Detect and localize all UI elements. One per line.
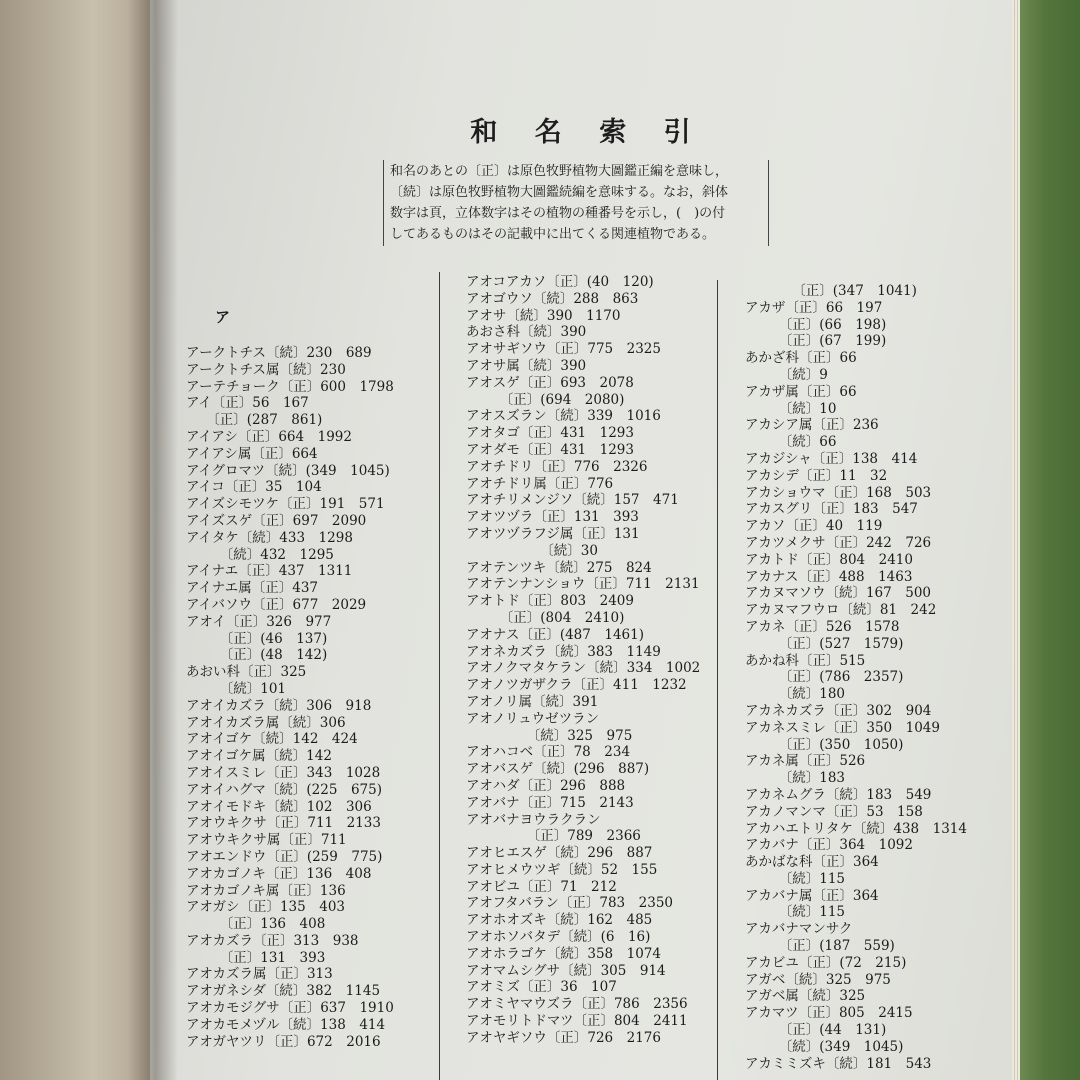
index-entry: 〔正〕(187 559) bbox=[745, 938, 895, 955]
index-entry: アオツヅラ〔正〕131 393 bbox=[466, 509, 639, 526]
index-entry: アオスズラン〔続〕339 1016 bbox=[466, 408, 661, 425]
section-heading: ア bbox=[215, 308, 231, 326]
index-entry: アオホオズキ〔続〕162 485 bbox=[466, 912, 653, 929]
index-entry: アカバナ〔正〕364 1092 bbox=[745, 837, 913, 854]
index-entry: アカバナ属〔正〕364 bbox=[745, 887, 879, 904]
index-column-2 bbox=[466, 274, 700, 1047]
index-entry: アカネムグラ〔続〕183 549 bbox=[745, 786, 932, 803]
index-entry: アオイカズラ〔続〕306 918 bbox=[186, 697, 372, 714]
index-entry: アカノマンマ〔正〕53 158 bbox=[745, 803, 923, 820]
index-entry: 〔続〕432 1295 bbox=[186, 546, 334, 563]
index-entry: アオハコベ〔正〕78 234 bbox=[466, 744, 631, 761]
index-entry: アオバスゲ〔続〕(296 887) bbox=[466, 761, 650, 778]
index-entry: 〔正〕(694 2080) bbox=[466, 391, 625, 408]
index-entry: アカショウマ〔正〕168 503 bbox=[745, 484, 932, 501]
index-entry: アオエンドウ〔正〕(259 775) bbox=[186, 848, 383, 865]
index-entry: 〔正〕131 393 bbox=[186, 949, 326, 966]
index-entry: アカバナマンサク bbox=[745, 921, 853, 938]
note-line: 〔続〕は原色牧野植物大圖鑑続編を意味する。なお，斜体 bbox=[390, 185, 729, 200]
index-entry: アオミヤマウズラ〔正〕786 2356 bbox=[466, 996, 688, 1013]
index-entry: アカヌマフウロ〔続〕81 242 bbox=[745, 602, 937, 619]
index-entry: アオナス〔正〕(487 1461) bbox=[466, 626, 644, 643]
index-entry: アオヤギソウ〔正〕726 2176 bbox=[466, 1029, 661, 1046]
index-entry: アイコ〔正〕35 104 bbox=[186, 479, 322, 496]
index-entry: あかね科〔正〕515 bbox=[745, 652, 866, 669]
index-entry: アガベ属〔続〕325 bbox=[745, 988, 866, 1005]
note-line: してあるものはその記載中に出てくる関連植物である。 bbox=[390, 227, 716, 242]
index-entry: 〔続〕115 bbox=[745, 904, 846, 921]
index-entry: 〔正〕(347 1041) bbox=[745, 283, 917, 299]
index-entry: アカマツ〔正〕805 2415 bbox=[745, 1005, 913, 1022]
index-entry: アカシデ〔正〕11 32 bbox=[745, 467, 888, 484]
index-entry: アオウキクサ属〔正〕711 bbox=[186, 832, 347, 849]
index-column-3 bbox=[745, 283, 967, 1072]
index-entry: アカザ〔正〕66 197 bbox=[745, 299, 883, 316]
book-gutter bbox=[128, 0, 178, 1080]
index-entry: アオノリ属〔続〕391 bbox=[466, 693, 599, 710]
index-entry: アオイカズラ属〔続〕306 bbox=[186, 714, 346, 731]
index-entry: アオチリメンジソ〔続〕157 471 bbox=[466, 492, 679, 509]
index-entry: アカネスミレ〔正〕350 1049 bbox=[745, 719, 940, 736]
index-entry: アオイゴケ〔続〕142 424 bbox=[186, 731, 358, 748]
index-entry: アカザ属〔正〕66 bbox=[745, 383, 857, 400]
index-entry: 〔続〕30 bbox=[466, 542, 598, 559]
index-entry: アカネ属〔正〕526 bbox=[745, 753, 866, 770]
index-entry: アオチドリ〔正〕776 2326 bbox=[466, 458, 648, 475]
index-entry: アオヒエスゲ〔続〕296 887 bbox=[466, 845, 653, 862]
index-entry: アイバソウ〔正〕677 2029 bbox=[186, 596, 367, 613]
index-entry: 〔正〕(804 2410) bbox=[466, 609, 625, 626]
index-entry: 〔正〕(287 861) bbox=[186, 412, 323, 429]
index-entry: 〔続〕115 bbox=[745, 870, 846, 887]
index-entry: アイアシ〔正〕664 1992 bbox=[186, 428, 352, 445]
index-entry: アイズスゲ〔正〕697 2090 bbox=[186, 512, 367, 529]
index-entry: アオイゴケ属〔続〕142 bbox=[186, 748, 332, 765]
index-entry: アカビユ〔正〕(72 215) bbox=[745, 954, 907, 971]
index-entry: アカナス〔正〕488 1463 bbox=[745, 568, 913, 585]
index-entry: 〔正〕(350 1050) bbox=[745, 736, 904, 753]
index-entry: アオネカズラ〔続〕383 1149 bbox=[466, 643, 661, 660]
column-rule bbox=[439, 272, 440, 1080]
index-entry: 〔続〕66 bbox=[745, 434, 837, 451]
index-entry: アカジシャ〔正〕138 414 bbox=[745, 450, 918, 467]
index-entry: アオウキクサ〔正〕711 2133 bbox=[186, 815, 381, 832]
index-entry: 〔正〕789 2366 bbox=[466, 828, 641, 845]
index-entry: アオモリトドマツ〔正〕804 2411 bbox=[466, 1013, 688, 1030]
explanatory-note bbox=[383, 160, 769, 246]
index-entry: アオガネシダ〔続〕382 1145 bbox=[186, 983, 381, 1000]
index-entry: アオイスミレ〔正〕343 1028 bbox=[186, 764, 381, 781]
column-rule bbox=[717, 280, 718, 1080]
index-entry: 〔続〕9 bbox=[745, 366, 828, 383]
index-entry: アオイ〔正〕326 977 bbox=[186, 613, 332, 630]
index-entry: アイグロマツ〔続〕(349 1045) bbox=[186, 462, 390, 479]
index-entry: アオダモ〔正〕431 1293 bbox=[466, 441, 634, 458]
index-entry: アオカモメヅル〔続〕138 414 bbox=[186, 1016, 386, 1033]
note-line: 数字は頁，立体数字はその植物の種番号を示し，( )の付 bbox=[390, 206, 726, 221]
index-entry: アオガシ〔正〕135 403 bbox=[186, 899, 345, 916]
index-entry: アカヌマソウ〔続〕167 500 bbox=[745, 585, 931, 602]
index-entry: アオトド〔正〕803 2409 bbox=[466, 593, 634, 610]
index-entry: アカシア属〔正〕236 bbox=[745, 417, 879, 434]
index-entry: アオテンツキ〔続〕275 824 bbox=[466, 559, 652, 576]
index-entry: アーテチョーク〔正〕600 1798 bbox=[186, 378, 394, 395]
index-entry: あおさ科〔続〕390 bbox=[466, 324, 587, 341]
index-entry: アカスグリ〔正〕183 547 bbox=[745, 501, 918, 518]
index-entry: アイ〔正〕56 167 bbox=[186, 395, 309, 412]
index-entry: アオホソバタデ〔続〕(6 16) bbox=[466, 929, 651, 946]
index-entry: アオスゲ〔正〕693 2078 bbox=[466, 374, 634, 391]
index-entry: 〔正〕(48 142) bbox=[186, 647, 328, 664]
index-entry: アオフタバラン〔正〕783 2350 bbox=[466, 895, 674, 912]
index-entry: アオビユ〔正〕71 212 bbox=[466, 878, 617, 895]
index-entry: 〔続〕(349 1045) bbox=[745, 1038, 904, 1055]
index-entry: アオイハグマ〔続〕(225 675) bbox=[186, 781, 382, 798]
index-entry: 〔正〕136 408 bbox=[186, 916, 326, 933]
index-column-1 bbox=[186, 345, 394, 1050]
index-entry: アオノツガザクラ〔正〕411 1232 bbox=[466, 677, 687, 694]
index-entry: アークトチス属〔続〕230 bbox=[186, 361, 346, 378]
note-line: 和名のあとの〔正〕は原色牧野植物大圖鑑正編を意味し， bbox=[390, 164, 729, 179]
index-entry: アオチドリ属〔正〕776 bbox=[466, 475, 614, 492]
index-entry: 〔続〕101 bbox=[186, 680, 287, 697]
index-entry: アカネ〔正〕526 1578 bbox=[745, 618, 900, 635]
index-entry: アカツメクサ〔正〕242 726 bbox=[745, 534, 932, 551]
index-entry: アカトド〔正〕804 2410 bbox=[745, 551, 913, 568]
index-entry: アカネカズラ〔正〕302 904 bbox=[745, 702, 932, 719]
index-entry: アオタゴ〔正〕431 1293 bbox=[466, 425, 634, 442]
index-entry: アオカズラ〔正〕313 938 bbox=[186, 932, 359, 949]
index-entry: アオゴウソ〔続〕288 863 bbox=[466, 290, 639, 307]
index-entry: アオカズラ属〔正〕313 bbox=[186, 966, 333, 983]
index-entry: アオツヅラフジ属〔正〕131 bbox=[466, 525, 640, 542]
index-entry: アオカゴノキ属〔正〕136 bbox=[186, 882, 346, 899]
index-entry: 〔正〕(66 198) bbox=[745, 316, 887, 333]
index-entry: アガベ〔続〕325 975 bbox=[745, 971, 891, 988]
index-entry: アオマムシグサ〔続〕305 914 bbox=[466, 962, 666, 979]
index-entry: 〔正〕(67 199) bbox=[745, 333, 887, 350]
index-entry: アオミズ〔正〕36 107 bbox=[466, 979, 617, 996]
index-entry: あおい科〔正〕325 bbox=[186, 664, 307, 681]
index-entry: アオバナヨウラクラン bbox=[466, 811, 601, 828]
index-entry: アオホラゴケ〔続〕358 1074 bbox=[466, 945, 661, 962]
index-entry: アカミミズキ〔続〕181 543 bbox=[745, 1055, 932, 1072]
index-entry: 〔続〕325 975 bbox=[466, 727, 633, 744]
index-entry: アオノクマタケラン〔続〕334 1002 bbox=[466, 660, 701, 677]
index-entry: アオカモジグサ〔正〕637 1910 bbox=[186, 1000, 394, 1017]
index-entry: アオサ〔続〕390 1170 bbox=[466, 307, 621, 324]
index-entry: アオカゴノキ〔正〕136 408 bbox=[186, 865, 372, 882]
index-entry: アオガヤツリ〔正〕672 2016 bbox=[186, 1033, 381, 1050]
index-entry: 〔続〕10 bbox=[745, 400, 837, 417]
index-entry: アオイモドキ〔続〕102 306 bbox=[186, 798, 372, 815]
index-entry: アカハエトリタケ〔続〕438 1314 bbox=[745, 820, 967, 837]
index-entry: アオサギソウ〔正〕775 2325 bbox=[466, 341, 661, 358]
index-entry: アイアシ属〔正〕664 bbox=[186, 445, 318, 462]
index-entry: 〔正〕(786 2357) bbox=[745, 669, 904, 686]
index-entry: 〔正〕(46 137) bbox=[186, 630, 328, 647]
index-entry: アカソ〔正〕40 119 bbox=[745, 518, 883, 535]
index-entry: アオコアカソ〔正〕(40 120) bbox=[466, 274, 654, 290]
index-entry: アークトチス〔続〕230 689 bbox=[186, 345, 372, 361]
index-entry: アイタケ〔続〕433 1298 bbox=[186, 529, 353, 546]
index-entry: アオテンナンショウ〔正〕711 2131 bbox=[466, 576, 700, 593]
index-entry: アオハダ〔正〕296 888 bbox=[466, 777, 626, 794]
book-cover bbox=[1020, 0, 1080, 1080]
index-entry: 〔続〕180 bbox=[745, 686, 846, 703]
index-entry: アイナエ属〔正〕437 bbox=[186, 580, 319, 597]
index-entry: アオバナ〔正〕715 2143 bbox=[466, 794, 634, 811]
index-entry: あかざ科〔正〕66 bbox=[745, 350, 857, 367]
index-entry: あかばな科〔正〕364 bbox=[745, 854, 879, 871]
page-title: 和 名 索 引 bbox=[470, 117, 705, 148]
index-entry: 〔正〕(527 1579) bbox=[745, 635, 904, 652]
index-entry: アオノリュウゼツラン bbox=[466, 710, 600, 727]
index-entry: アイズシモツケ〔正〕191 571 bbox=[186, 496, 385, 513]
index-entry: アオヒメウツギ〔続〕52 155 bbox=[466, 861, 658, 878]
index-entry: 〔続〕183 bbox=[745, 770, 846, 787]
index-entry: アオサ属〔続〕390 bbox=[466, 357, 587, 374]
index-entry: 〔正〕(44 131) bbox=[745, 1022, 887, 1039]
index-entry: アイナエ〔正〕437 1311 bbox=[186, 563, 353, 580]
